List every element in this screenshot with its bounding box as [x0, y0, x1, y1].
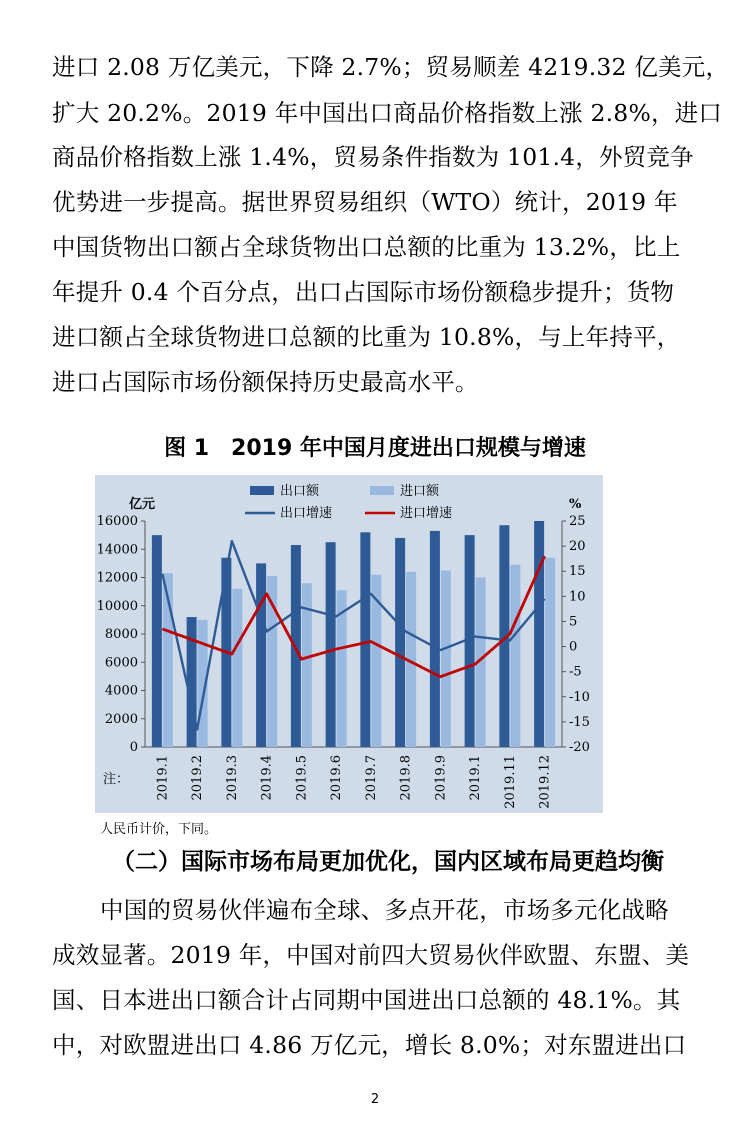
bar-export [152, 535, 162, 747]
paragraph-line: 国、日本进出口额合计占同期中国进出口总额的 48.1%。其 [52, 986, 681, 1014]
paragraph-line: 进口占国际市场份额保持历史最高水平。 [52, 368, 479, 396]
legend-swatch [250, 486, 274, 495]
x-tick-label: 2019.8 [398, 755, 414, 801]
y-right-tick-label: 0 [569, 639, 578, 655]
x-tick-label: 2019.11 [502, 755, 518, 809]
x-tick-label: 2019.9 [433, 755, 449, 801]
y-left-tick-label: 8000 [104, 627, 138, 642]
paragraph-line: 商品价格指数上涨 1.4%，贸易条件指数为 101.4，外贸竞争 [52, 143, 694, 171]
section-heading: （二）国际市场布局更加优化，国内区域布局更趋均衡 [112, 849, 664, 875]
bar-export [187, 617, 197, 747]
legend-label: 出口增速 [280, 506, 333, 521]
x-tick-label: 2019.4 [259, 755, 275, 801]
x-tick-label: 2019.5 [294, 755, 310, 801]
y-right-tick-label: -20 [569, 740, 590, 755]
bar-export [256, 563, 266, 747]
paragraph-line: 中，对欧盟进出口 4.86 万亿元，增长 8.0%；对东盟进出口 [52, 1031, 687, 1059]
line-export-growth [162, 541, 544, 729]
x-tick-label: 2019.3 [224, 755, 240, 801]
y-right-tick-label: 15 [569, 564, 586, 580]
y-right-unit-label: % [569, 497, 582, 512]
legend-label: 进口额 [400, 484, 440, 499]
y-left-tick-label: 16000 [96, 514, 138, 529]
x-tick-label: 2019.7 [363, 755, 379, 801]
line-import-growth [162, 556, 544, 677]
y-right-tick-label: 10 [569, 589, 586, 605]
chart-svg [95, 475, 603, 813]
y-left-tick-label: 10000 [96, 598, 138, 614]
bar-import [510, 565, 520, 747]
legend-label: 出口额 [280, 484, 320, 499]
x-tick-label: 2019.1 [155, 755, 171, 801]
paragraph-line: 成效显著。2019 年，中国对前四大贸易伙伴欧盟、东盟、美 [52, 941, 690, 969]
legend-swatch [370, 486, 394, 495]
x-tick-label: 2019.2 [190, 755, 206, 801]
page-number: 2 [370, 1092, 380, 1107]
legend-label: 进口增速 [400, 506, 453, 521]
y-left-tick-label: 14000 [96, 542, 138, 558]
y-left-tick-label: 6000 [104, 655, 138, 671]
paragraph-line: 进口额占全球货物进口总额的比重为 10.8%，与上年持平， [52, 323, 681, 351]
y-left-unit-label: 亿元 [129, 497, 156, 512]
paragraph-line: 中国的贸易伙伴遍布全球、多点开花，市场多元化战略 [100, 896, 669, 924]
paragraph-line: 优势进一步提高。据世界贸易组织（WTO）统计，2019 年 [52, 188, 678, 216]
bar-export [430, 531, 440, 747]
paragraph-line: 扩大 20.2%。2019 年中国出口商品价格指数上涨 2.8%，进口 [52, 99, 723, 127]
y-left-tick-label: 0 [129, 740, 138, 755]
figure-title: 图 1 2019 年中国月度进出口规模与增速 [164, 436, 586, 461]
x-tick-label: 2019.12 [537, 755, 553, 809]
bar-export [395, 538, 405, 747]
figure-note: 人民币计价，下同。 [100, 822, 218, 837]
bar-import [545, 558, 555, 747]
bar-import [441, 570, 451, 747]
x-tick-label: 2019.1 [468, 755, 484, 801]
y-right-tick-label: -5 [569, 664, 582, 680]
paragraph-line: 中国货物出口额占全球货物出口总额的比重为 13.2%，比上 [52, 233, 681, 261]
y-right-tick-label: 20 [569, 539, 586, 555]
y-left-tick-label: 4000 [104, 683, 138, 699]
bar-export [360, 532, 370, 747]
y-right-tick-label: -15 [569, 714, 590, 730]
y-right-tick-label: -10 [569, 689, 590, 705]
note-prefix: 注： [103, 772, 130, 787]
y-left-tick-label: 2000 [104, 711, 138, 727]
y-right-tick-label: 25 [569, 514, 586, 529]
bar-export [534, 521, 544, 747]
y-left-tick-label: 12000 [96, 570, 138, 586]
x-tick-label: 2019.6 [329, 755, 345, 801]
bar-export [326, 542, 336, 747]
y-right-tick-label: 5 [569, 614, 578, 630]
bar-import [232, 589, 242, 747]
paragraph-line: 年提升 0.4 个百分点，出口占国际市场份额稳步提升；货物 [52, 278, 675, 306]
paragraph-line: 进口 2.08 万亿美元，下降 2.7%；贸易顺差 4219.32 亿美元， [52, 53, 730, 81]
chart [95, 475, 603, 813]
